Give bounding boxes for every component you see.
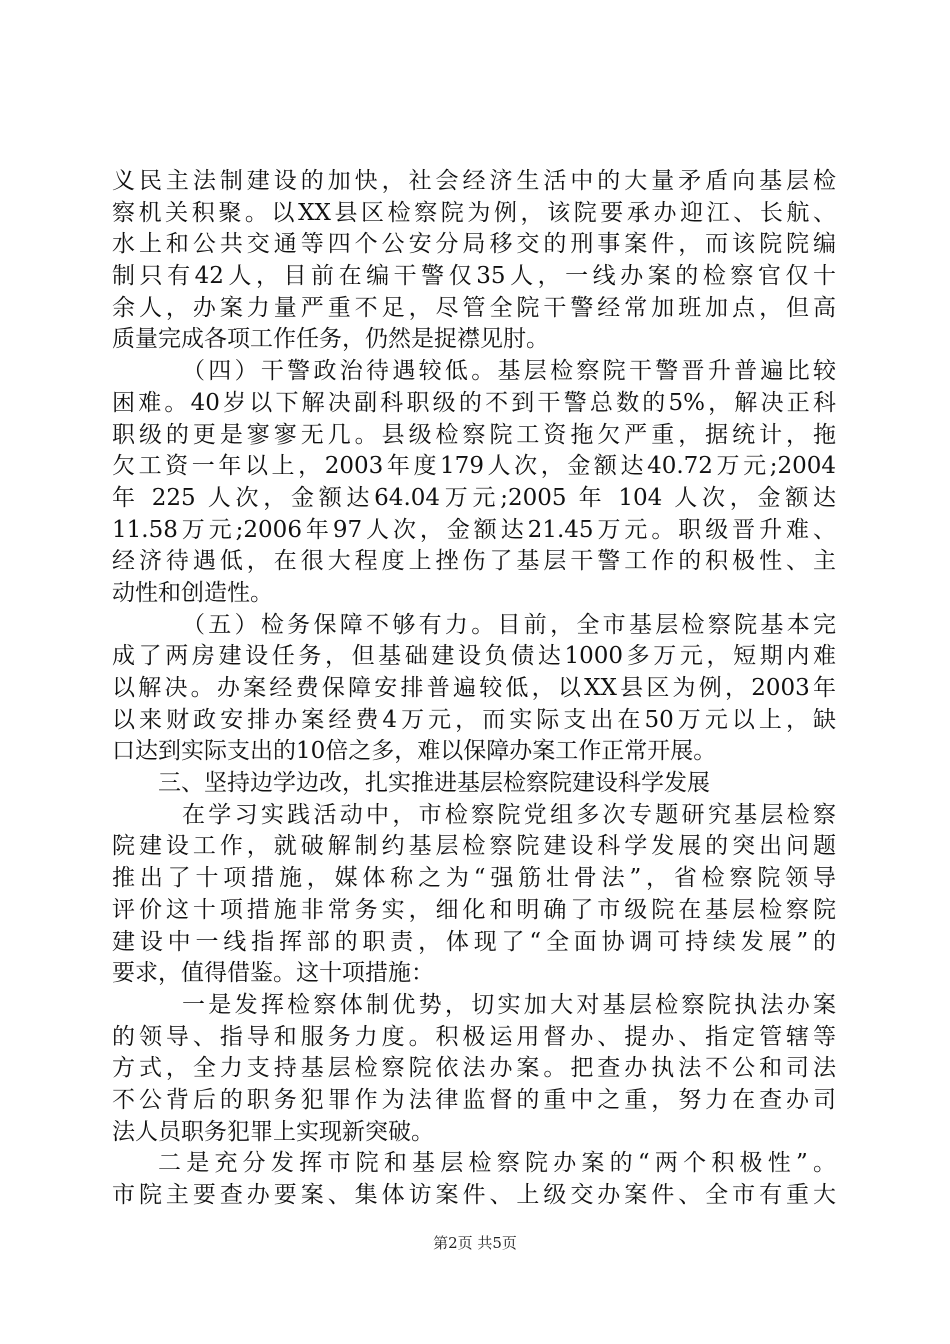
text-line: 困难。40岁以下解决副科职级的不到干警总数的5%，解决正科 [112,389,836,416]
text-line: 以解决。办案经费保障安排普遍较低，以XX县区为例，2003年 [112,675,836,701]
text-line: 不公背后的职务犯罪作为法律监督的重中之重，努力在查办司 [112,1086,836,1113]
text-line: 的领导、指导和服务力度。积极运用督办、提办、指定管辖等 [112,1023,836,1050]
text-line: 成了两房建设任务，但基础建设负债达1000多万元，短期内难 [112,643,836,670]
page-number-footer: 第2页 共5页 [433,1234,517,1252]
text-line: 察机关积聚。以XX县区检察院为例，该院要承办迎江、长航、 [112,199,836,226]
text-line: 年 225 人次，金额达64.04万元;2005 年 104 人次，金额达 [112,484,836,511]
text-line: 法人员职务犯罪上实现新突破。 [112,1118,434,1145]
text-line: 水上和公共交通等四个公安分局移交的刑事案件，而该院院编 [112,231,836,258]
text-line: 11.58万元;2006年97人次，金额达21.45万元。职级晋升难、 [112,516,836,543]
text-line: 三、坚持边学边改，扎实推进基层检察院建设科学发展 [158,770,710,797]
text-line: 欠工资一年以上，2003年度179人次，金额达40.72万元;2004 [112,453,836,480]
text-line: 评价这十项措施非常务实，细化和明确了市级院在基层检察院 [112,896,836,923]
text-line: 院建设工作，就破解制约基层检察院建设科学发展的突出问题 [112,833,836,860]
text-line: 余人，办案力量严重不足，尽管全院干警经常加班加点，但高 [112,294,836,321]
text-line: 经济待遇低，在很大程度上挫伤了基层干警工作的积极性、主 [112,548,836,575]
text-line: 要求，值得借鉴。这十项措施： [112,960,434,987]
text-line: （四）干警政治待遇较低。基层检察院干警晋升普遍比较 [182,358,836,385]
text-line: 以来财政安排办案经费4万元，而实际支出在50万元以上，缺 [112,706,836,733]
text-line: 市院主要查办要案、集体访案件、上级交办案件、全市有重大 [112,1182,836,1208]
text-line: 二是充分发挥市院和基层检察院办案的“两个积极性”。 [158,1150,836,1177]
text-line: 质量完成各项工作任务，仍然是捉襟见肘。 [112,326,549,353]
text-line: 建设中一线指挥部的职责，体现了“全面协调可持续发展”的 [112,928,836,955]
text-line: 义民主法制建设的加快，社会经济生活中的大量矛盾向基层检 [112,168,836,194]
text-line: 制只有42人，目前在编干警仅35人，一线办案的检察官仅十 [112,263,836,290]
text-line: （五）检务保障不够有力。目前，全市基层检察院基本完 [182,611,836,638]
text-line: 口达到实际支出的10倍之多，难以保障办案工作正常开展。 [112,738,717,765]
document-body [112,166,836,1212]
text-line: 推出了十项措施，媒体称之为“强筋壮骨法”，省检察院领导 [112,865,836,892]
text-line: 方式，全力支持基层检察院依法办案。把查办执法不公和司法 [112,1055,836,1082]
text-line: 在学习实践活动中，市检察院党组多次专题研究基层检察 [182,801,836,828]
text-line: 动性和创造性。 [112,579,273,606]
text-line: 一是发挥检察体制优势，切实加大对基层检察院执法办案 [182,991,836,1018]
text-line: 职级的更是寥寥无几。县级检察院工资拖欠严重，据统计，拖 [112,421,836,448]
